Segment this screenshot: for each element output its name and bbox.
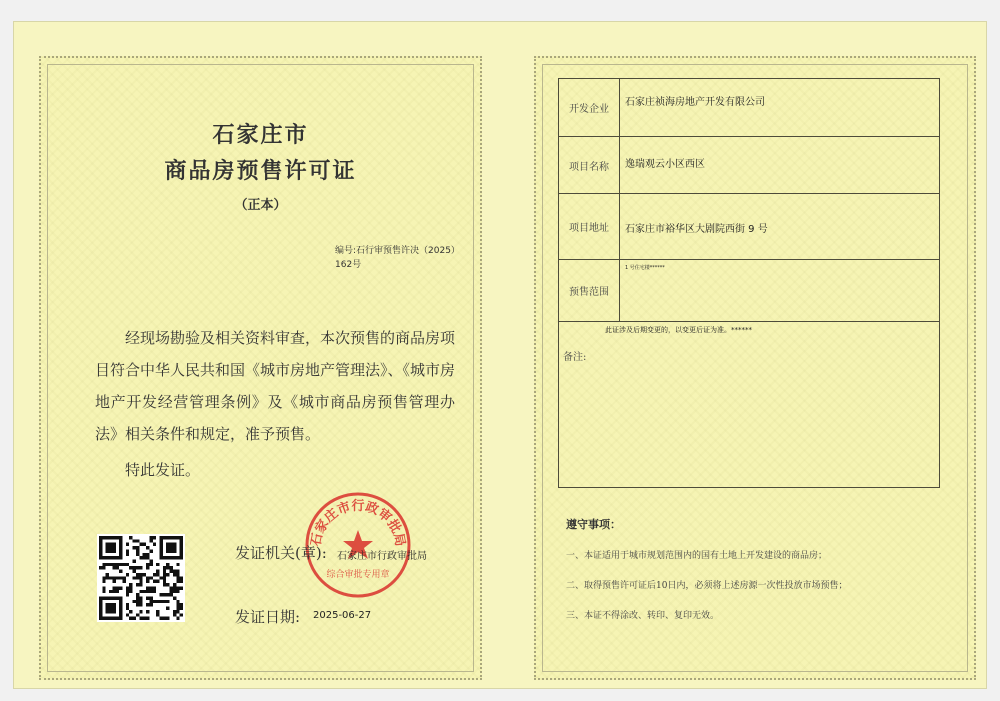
row-project-name [559,137,939,194]
remarks-cell [559,322,939,488]
notice-item: 三、本证不得涂改、转印、复印无效。 [566,611,720,621]
certificate-front-panel [39,56,482,680]
seal-subtext: 综合审批专用章 [326,570,390,580]
project-name-label: 项目名称 [559,137,620,193]
row-presale-scope [559,260,939,322]
seal-text: 石家庄市行政审批局 [308,499,408,548]
issuer-label: 发证机关(章): [235,544,327,562]
certificate-sheet [14,22,986,688]
presale-scope-label: 预售范围 [559,260,620,321]
developer-label: 开发企业 [559,79,620,136]
notice-title: 遵守事项： [566,518,621,531]
approval-body [95,322,455,486]
presale-scope-value: 1 号住宅楼****** [625,265,665,271]
certificate-detail-panel [534,56,976,680]
certificate-title: 商品房预售许可证 [164,158,357,184]
project-address-value: 石家庄市裕华区大剧院西街 9 号 [625,224,768,235]
copy-type: （正本） [234,198,287,213]
city-title: 石家庄市 [212,122,309,148]
project-address-label: 项目地址 [559,194,620,259]
remarks-value: 此证涉及后期变更的，以变更后证为准。****** [605,326,752,334]
project-name-value: 逸瑞观云小区西区 [625,159,705,170]
developer-value: 石家庄祯海房地产开发有限公司 [625,97,765,108]
approval-paragraph: 经现场勘验及相关资料审查，本次预售的商品房项目符合中华人民共和国《城市房地产管理法》、《城市房地产开发经营管理条例》及《城市商品房预售管理办法》相关条件和规定，准予预售。 [95,329,456,443]
notice-item: 一、本证适用于城市规划范围内的国有土地上开发建设的商品房； [566,551,828,561]
issue-date-value: 2025-06-27 [313,610,372,621]
row-developer [559,79,939,137]
project-info-table [558,78,940,488]
certificate-number: 编号:石行审预售许决（2025）162号 [335,246,460,270]
qr-code[interactable] [97,534,185,622]
qr-code-icon [99,536,183,620]
row-project-address [559,194,939,260]
issue-date-label: 发证日期: [235,608,301,626]
closing-text: 特此发证。 [125,461,201,479]
notice-item: 二、取得预售许可证后10日内，必须将上述房源一次性投放市场预售； [566,581,848,591]
issuer-value: 石家庄市行政审批局 [337,551,427,562]
remarks-label: 备注: [563,352,587,363]
